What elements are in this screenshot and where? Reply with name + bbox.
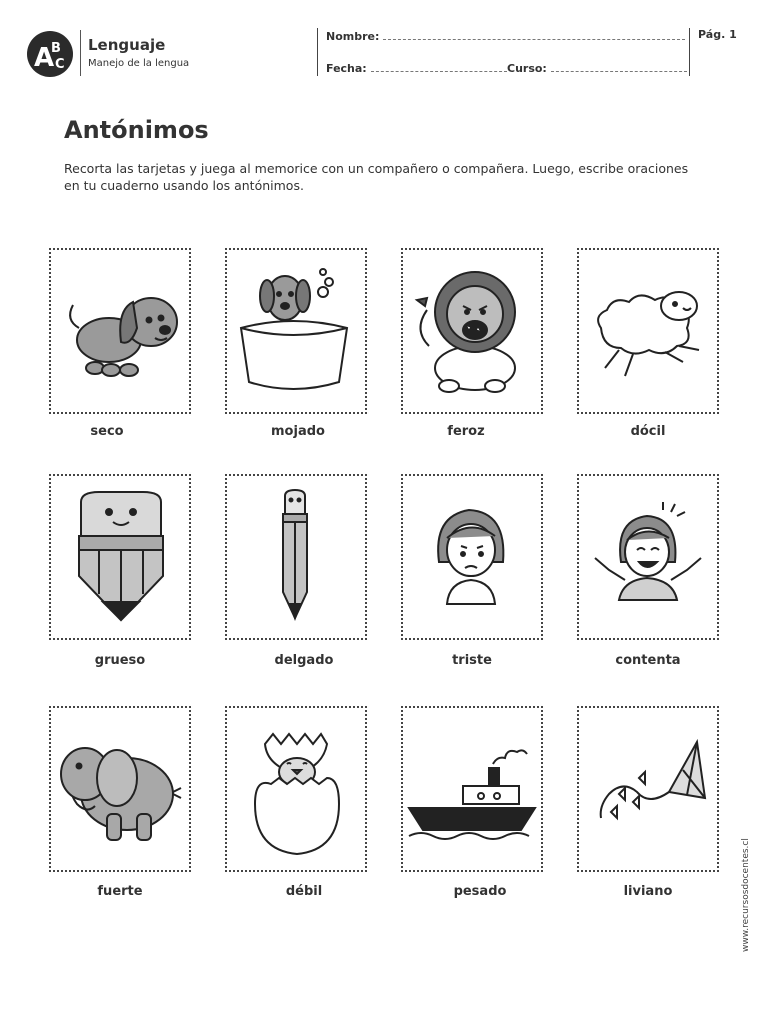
- card-label: grueso: [94, 653, 146, 668]
- elephant-icon: [51, 708, 189, 870]
- wet-dog-bath-icon: [227, 250, 365, 412]
- card-label: fuerte: [97, 884, 143, 899]
- card-label: liviano: [623, 884, 673, 899]
- card-label: dócil: [630, 424, 666, 439]
- subject-title: Lenguaje: [88, 36, 166, 54]
- header-divider: [80, 30, 81, 76]
- source-url: www.recursosdocentes.cl: [741, 838, 751, 952]
- card-pesado[interactable]: [401, 706, 543, 872]
- sad-girl-icon: [403, 476, 541, 638]
- course-field[interactable]: [507, 62, 687, 75]
- card-seco[interactable]: [49, 248, 191, 414]
- card-label: mojado: [271, 424, 325, 439]
- card-label: contenta: [615, 653, 681, 668]
- card-contenta[interactable]: [577, 474, 719, 640]
- hatching-chick-icon: [227, 708, 365, 870]
- kite-icon: [579, 708, 717, 870]
- card-liviano[interactable]: [577, 706, 719, 872]
- happy-girl-icon: [579, 476, 717, 638]
- page-number: Pág. 1: [698, 28, 737, 41]
- name-field[interactable]: [326, 30, 685, 43]
- subject-subtitle: Manejo de la lengua: [88, 58, 190, 69]
- card-feroz[interactable]: [401, 248, 543, 414]
- card-label: pesado: [453, 884, 507, 899]
- card-delgado[interactable]: [225, 474, 367, 640]
- course-label: Curso:: [507, 62, 547, 75]
- card-fuerte[interactable]: [49, 706, 191, 872]
- page-title: Antónimos: [64, 116, 209, 144]
- instructions-line-2: en tu cuaderno usando los antónimos.: [64, 178, 304, 193]
- name-line[interactable]: [383, 30, 685, 40]
- date-line[interactable]: [371, 62, 507, 72]
- card-triste[interactable]: [401, 474, 543, 640]
- svg-text:C: C: [55, 57, 65, 72]
- date-label: Fecha:: [326, 62, 367, 75]
- docile-sheep-icon: [579, 250, 717, 412]
- course-line[interactable]: [551, 62, 687, 72]
- svg-text:B: B: [51, 41, 61, 56]
- svg-text:A: A: [34, 43, 55, 73]
- name-label: Nombre:: [326, 30, 380, 43]
- card-label: delgado: [274, 653, 334, 668]
- card-label: triste: [452, 653, 492, 668]
- date-field[interactable]: [326, 62, 507, 75]
- dry-dog-icon: [51, 250, 189, 412]
- thick-pencil-icon: [51, 476, 189, 638]
- card-label: seco: [90, 424, 124, 439]
- card-grueso[interactable]: [49, 474, 191, 640]
- ship-icon: [403, 708, 541, 870]
- card-label: débil: [285, 884, 323, 899]
- card-debil[interactable]: [225, 706, 367, 872]
- instructions-line-1: Recorta las tarjetas y juega al memorice con un compañero o compañera. Luego, escribe oraciones: [64, 161, 689, 176]
- abc-logo: [26, 30, 74, 78]
- card-docil[interactable]: [577, 248, 719, 414]
- card-label: feroz: [447, 424, 485, 439]
- instructions: [64, 160, 724, 194]
- fierce-lion-icon: [403, 250, 541, 412]
- card-mojado[interactable]: [225, 248, 367, 414]
- thin-pencil-icon: [227, 476, 365, 638]
